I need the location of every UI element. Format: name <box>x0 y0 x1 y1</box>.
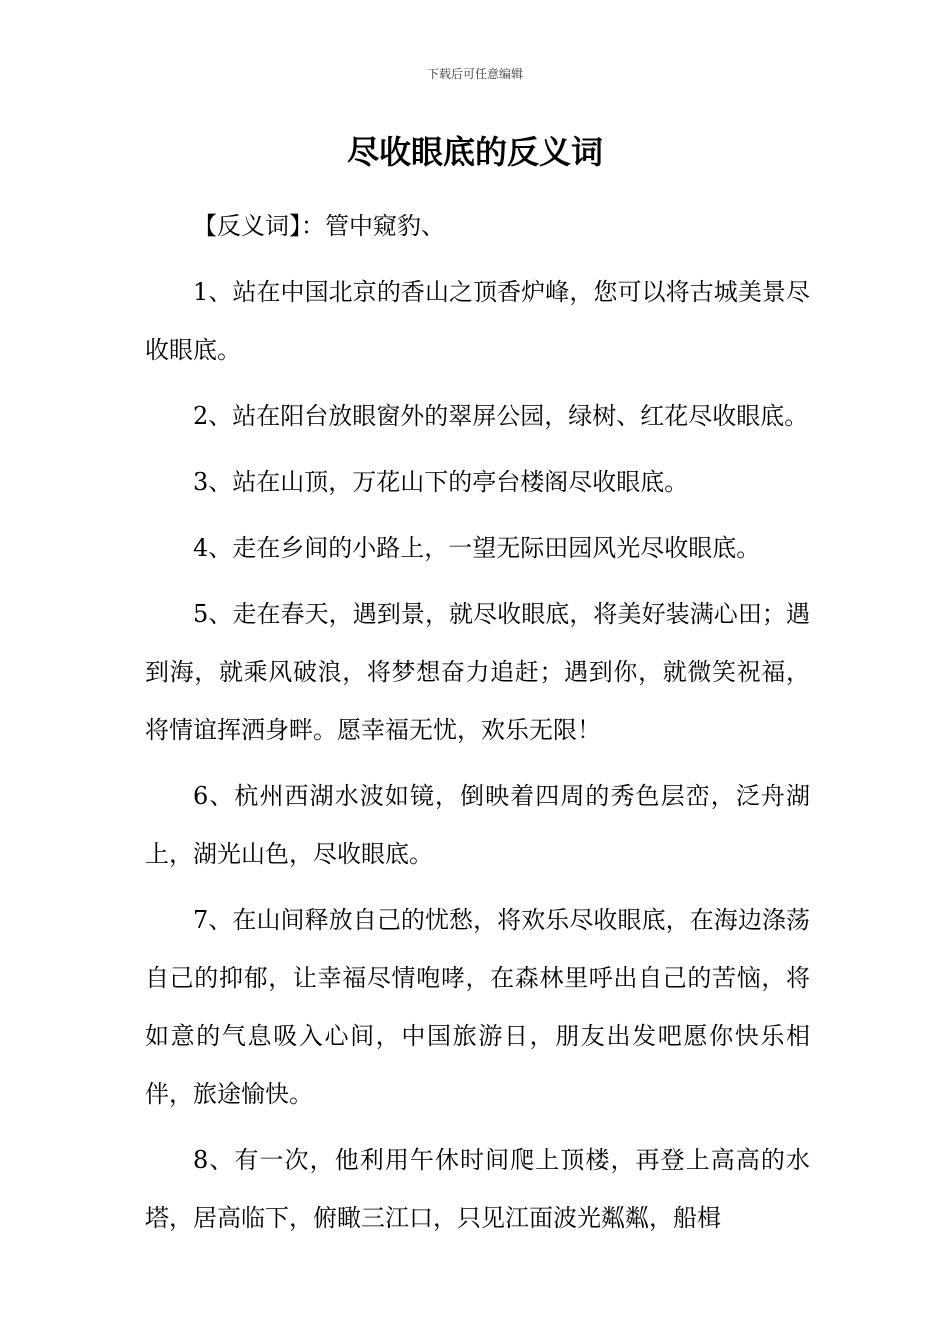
document-title: 尽收眼底的反义词 <box>346 133 603 171</box>
document-body <box>145 197 810 1255</box>
paragraph-example-6: 6、杭州西湖水波如镜，倒映着四周的秀色层峦，泛舟湖上，湖光山色，尽收眼底。 <box>145 782 810 868</box>
paragraph-example-8: 8、有一次，他利用午休时间爬上顶楼，再登上高高的水塔，居高临下，俯瞰三江口，只见江面波光粼粼，船楫 <box>145 1146 810 1232</box>
paragraph-example-5: 5、走在春天，遇到景，就尽收眼底，将美好装满心田；遇到海，就乘风破浪，将梦想奋力追赶；遇到你，就微笑祝福，将情谊挥洒身畔。愿幸福无忧，欢乐无限！ <box>145 600 810 744</box>
paragraph-example-1: 1、站在中国北京的香山之顶香炉峰，您可以将古城美景尽收眼底。 <box>145 278 810 364</box>
paragraph-example-7: 7、在山间释放自己的忧愁，将欢乐尽收眼底，在海边涤荡自己的抑郁，让幸福尽情咆哮，在森林里呼出自己的苦恼，将如意的气息吸入心间，中国旅游日，朋友出发吧愿你快乐相伴，旅途愉快。 <box>145 906 810 1108</box>
paragraph-example-2: 2、站在阳台放眼窗外的翠屏公园，绿树、红花尽收眼底。 <box>193 402 809 430</box>
paragraph-example-4: 4、走在乡间的小路上，一望无际田园风光尽收眼底。 <box>193 534 761 562</box>
header-note: 下载后可任意编辑 <box>426 67 523 81</box>
paragraph-example-3: 3、站在山顶，万花山下的亭台楼阁尽收眼底。 <box>193 468 689 496</box>
paragraph-antonym: 【反义词】：管中窥豹、 <box>193 212 445 240</box>
